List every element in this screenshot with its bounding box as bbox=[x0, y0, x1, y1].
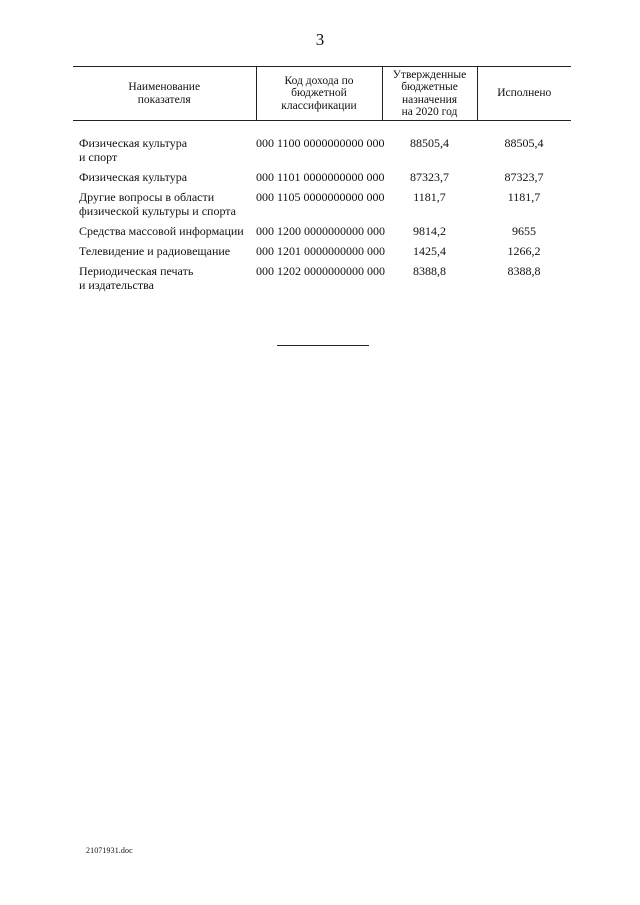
row-name-line: Периодическая печать bbox=[79, 264, 194, 278]
row-executed: 8388,8 bbox=[507, 264, 541, 278]
header-line: классификации bbox=[281, 99, 357, 112]
table-header-row bbox=[73, 67, 571, 121]
header-income-code bbox=[256, 67, 382, 121]
row-code: 000 1200 0000000000 000 bbox=[256, 224, 385, 238]
row-code: 000 1202 0000000000 000 bbox=[256, 264, 385, 278]
header-line: Наименование bbox=[128, 81, 201, 93]
row-name-line: Физическая культура bbox=[79, 170, 188, 184]
header-executed bbox=[477, 67, 571, 121]
header-approved-budget bbox=[382, 67, 477, 121]
row-name-line: Средства массовой информации bbox=[79, 224, 244, 238]
row-executed: 1266,2 bbox=[507, 244, 541, 258]
footer-file-name: 21071931.doc bbox=[86, 846, 133, 855]
table-row bbox=[73, 121, 571, 171]
row-name-line: Другие вопросы в области bbox=[79, 190, 215, 204]
row-name bbox=[73, 244, 256, 264]
row-name bbox=[73, 190, 256, 224]
table-row bbox=[73, 224, 571, 244]
row-executed: 1181,7 bbox=[507, 190, 541, 204]
row-planned: 1181,7 bbox=[413, 190, 446, 204]
header-line: Исполнено bbox=[497, 87, 552, 100]
header-line: показателя bbox=[137, 93, 191, 106]
closing-separator-line bbox=[277, 345, 369, 346]
table-row bbox=[73, 190, 571, 224]
header-line: Утвержденные bbox=[392, 68, 467, 81]
row-code: 000 1201 0000000000 000 bbox=[256, 244, 385, 258]
row-code: 000 1100 0000000000 000 bbox=[256, 136, 385, 150]
header-line: бюджетные bbox=[401, 81, 458, 93]
row-name-line: Физическая культура bbox=[79, 136, 188, 150]
table-row bbox=[73, 264, 571, 298]
row-name bbox=[73, 170, 256, 190]
row-executed: 9655 bbox=[512, 224, 536, 238]
page-number: 3 bbox=[315, 30, 325, 49]
row-planned: 8388,8 bbox=[413, 264, 446, 278]
row-executed: 87323,7 bbox=[504, 170, 544, 184]
row-code: 000 1101 0000000000 000 bbox=[256, 170, 385, 184]
budget-execution-table bbox=[73, 66, 571, 298]
row-name bbox=[73, 224, 256, 244]
row-executed: 88505,4 bbox=[504, 136, 544, 150]
header-line: бюджетной bbox=[291, 87, 347, 100]
row-name-line: Телевидение и радиовещание bbox=[79, 244, 231, 258]
row-code: 000 1105 0000000000 000 bbox=[256, 190, 385, 204]
header-line: Код дохода по bbox=[284, 74, 354, 87]
header-indicator-name bbox=[73, 67, 256, 121]
table-row bbox=[73, 170, 571, 190]
header-line: назначения bbox=[401, 93, 458, 106]
row-planned: 88505,4 bbox=[410, 136, 449, 150]
row-name bbox=[73, 121, 256, 171]
row-name-line: и спорт bbox=[79, 150, 118, 164]
row-name bbox=[73, 264, 256, 298]
row-planned: 87323,7 bbox=[410, 170, 449, 184]
row-name-line: физической культуры и спорта bbox=[79, 204, 237, 218]
table-row bbox=[73, 244, 571, 264]
row-name-line: и издательства bbox=[79, 278, 154, 292]
row-planned: 9814,2 bbox=[413, 224, 446, 238]
header-line: на 2020 год bbox=[401, 106, 458, 118]
row-planned: 1425,4 bbox=[413, 244, 446, 258]
